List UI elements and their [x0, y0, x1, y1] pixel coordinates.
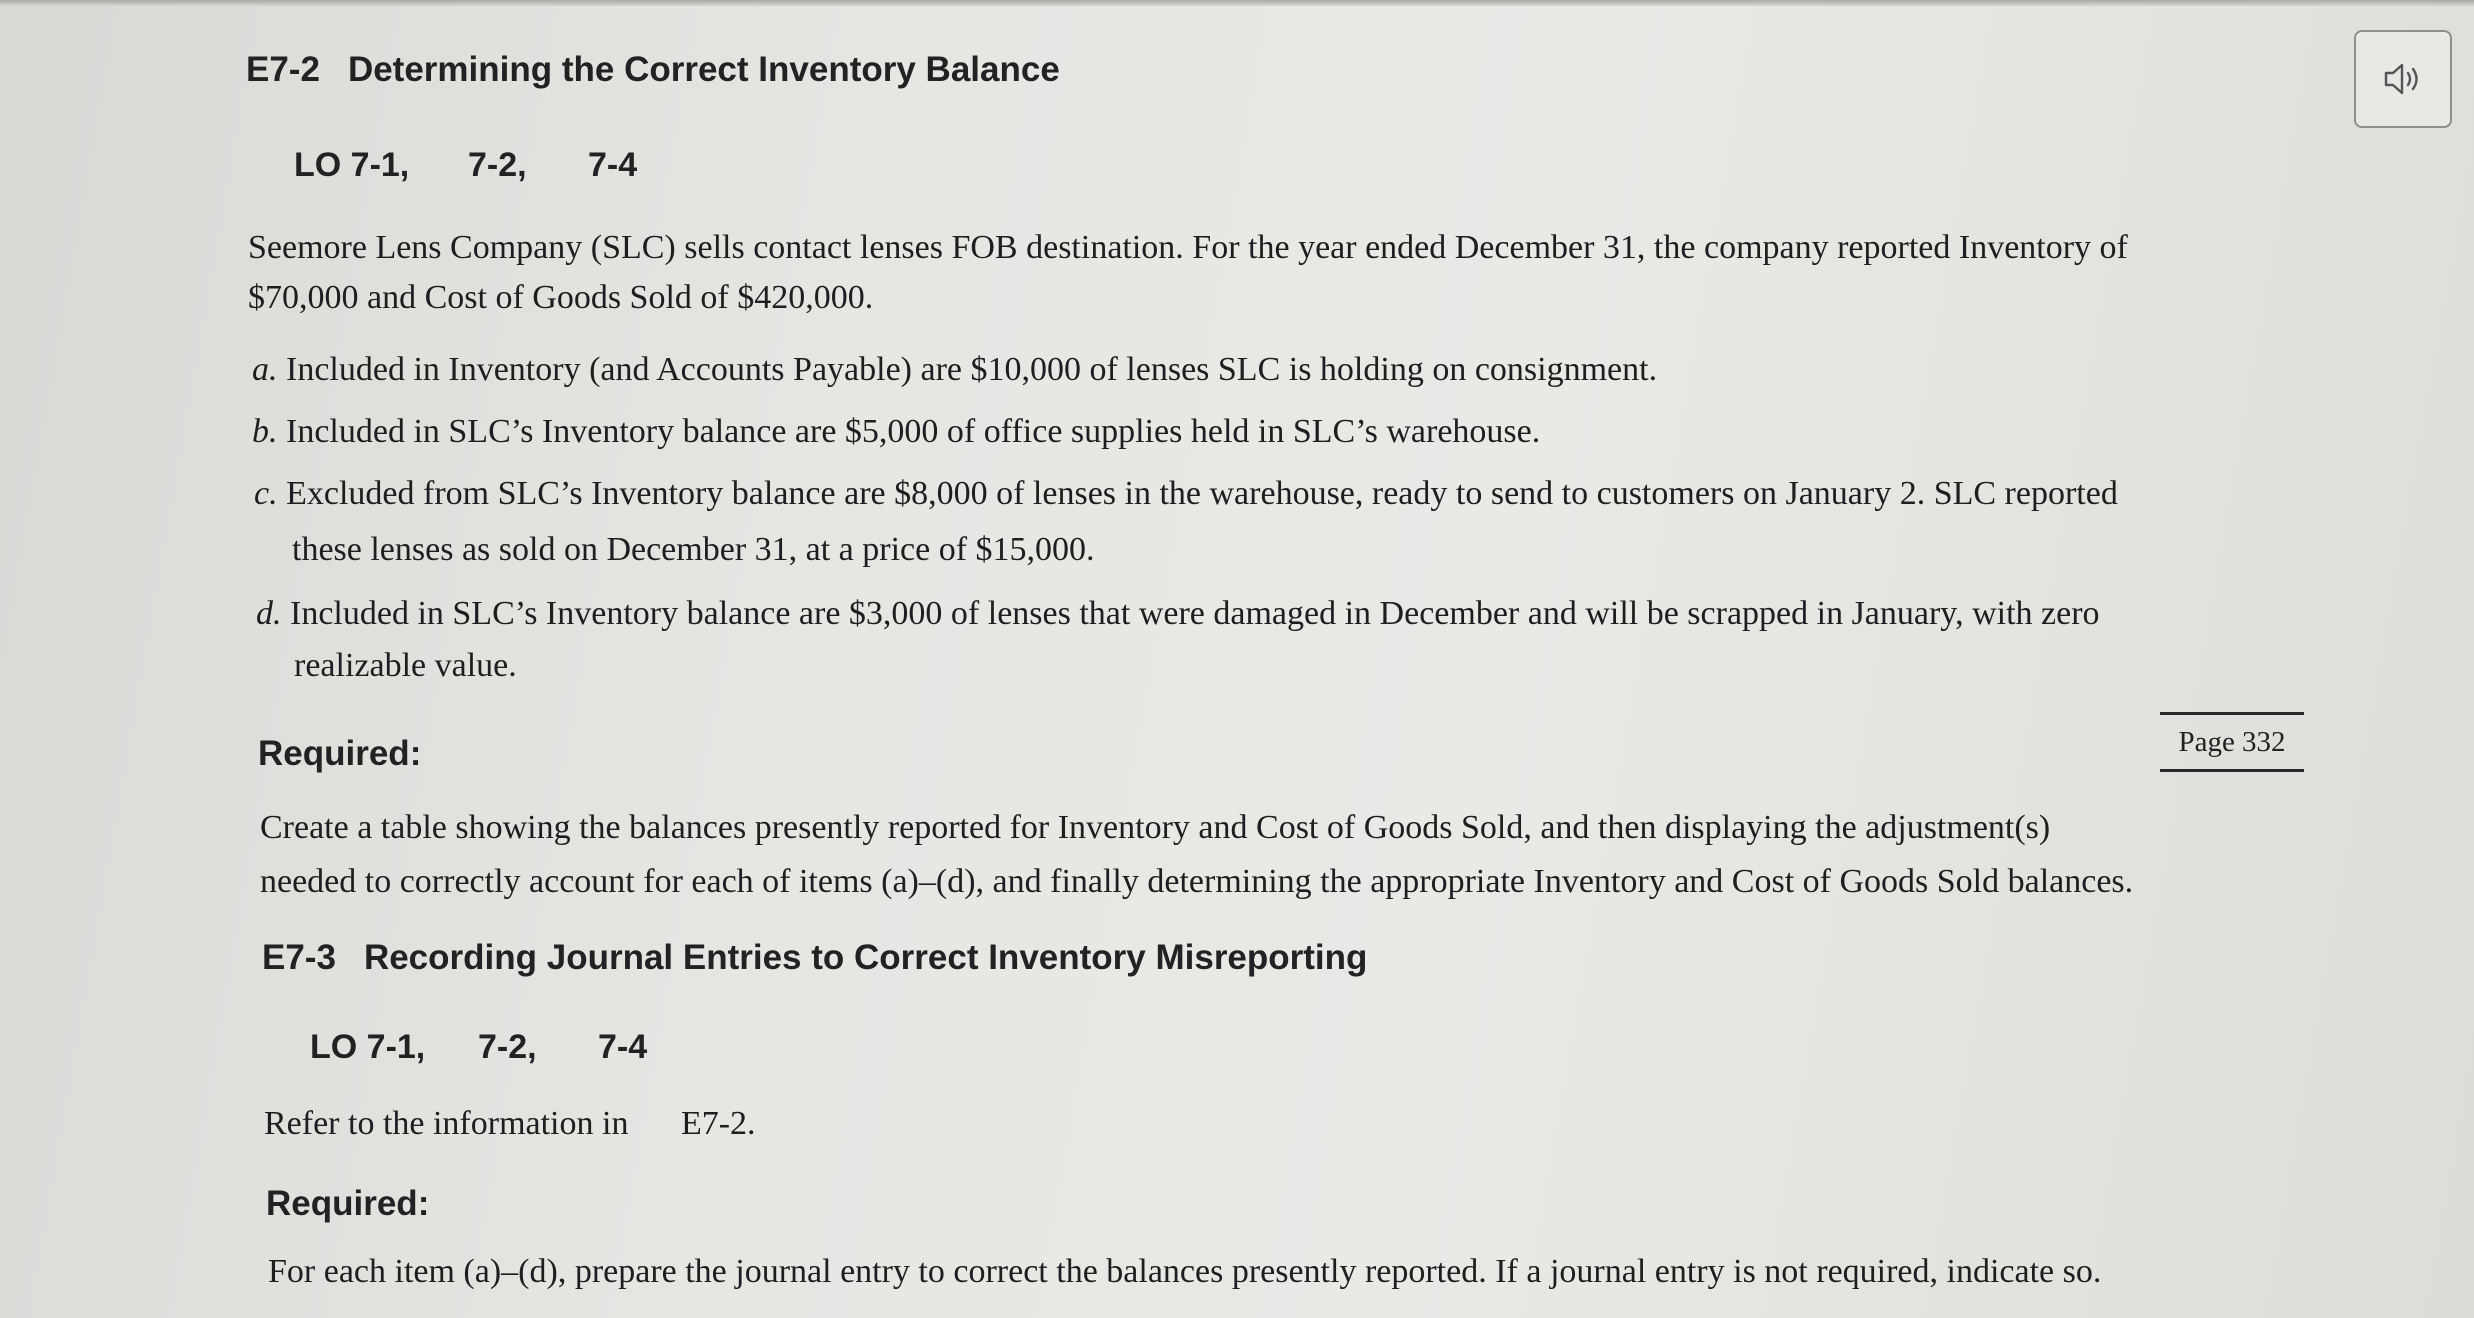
list-item-b [252, 406, 1540, 458]
lo-item: 7-2, [478, 1028, 537, 1066]
item-text-continued: these lenses as sold on December 31, at a price of $15,000. [292, 531, 1095, 568]
intro-line: $70,000 and Cost of Goods Sold of $420,000. [248, 279, 874, 316]
list-item-c [254, 468, 2118, 520]
learning-objectives [310, 1028, 647, 1067]
refer-text: Refer to the information in [264, 1105, 629, 1142]
item-text: Included in Inventory (and Accounts Payable) are $10,000 of lenses SLC is holding on consignment. [286, 351, 1658, 388]
required-heading: Required: [266, 1184, 430, 1223]
lo-item: LO 7-1, [294, 146, 410, 184]
exercise-title: Recording Journal Entries to Correct Inventory Misreporting [363, 938, 1368, 977]
learning-objectives [294, 146, 637, 185]
required-line: needed to correctly account for each of items (a)–(d), and finally determining the appropriate Inventory and Cost of Goods Sold balances. [260, 863, 2134, 900]
required-line: Create a table showing the balances presently reported for Inventory and Cost of Goods Sold, and then displaying the adjustment(s) [260, 809, 2051, 846]
lo-item: LO 7-1, [310, 1028, 426, 1066]
exercise-e7-3-heading [262, 938, 1367, 978]
page-marker: Page 332 [2160, 712, 2304, 772]
list-item-d [256, 588, 2100, 640]
lo-item: 7-4 [588, 146, 638, 184]
item-letter: c. [254, 475, 278, 512]
exercise-e7-2-heading [246, 50, 1060, 90]
required-heading: Required: [258, 734, 422, 773]
exercise-number: E7-2 [246, 50, 320, 89]
page-top-edge [0, 0, 2474, 6]
lo-item: 7-4 [598, 1028, 648, 1066]
item-letter: b. [252, 413, 278, 450]
item-letter: d. [256, 595, 282, 632]
item-text: Included in SLC’s Inventory balance are $5,000 of office supplies held in SLC’s warehouse. [286, 413, 1541, 450]
exercise-number: E7-3 [262, 938, 336, 977]
e7-2-reference-link[interactable]: E7-2. [680, 1105, 756, 1142]
item-text: Excluded from SLC’s Inventory balance are $8,000 of lenses in the warehouse, ready to send to customers on January 2. SLC reported [286, 475, 2118, 512]
lo-item: 7-2, [468, 146, 527, 184]
required-line: For each item (a)–(d), prepare the journal entry to correct the balances presently reported. If a journal entry is not required, indicate so. [268, 1253, 2102, 1290]
item-text: Included in SLC’s Inventory balance are $3,000 of lenses that were damaged in December and will be scrapped in January, with zero [290, 595, 2100, 632]
exercise-title: Determining the Correct Inventory Balance [347, 50, 1060, 89]
list-item-a [252, 344, 1657, 396]
speaker-icon [2382, 61, 2424, 97]
audio-button[interactable] [2354, 30, 2452, 128]
item-letter: a. [252, 351, 278, 388]
item-text-continued: realizable value. [294, 647, 517, 684]
intro-line: Seemore Lens Company (SLC) sells contact lenses FOB destination. For the year ended December 31, the company reported Inventory of [248, 229, 2128, 266]
refer-line [264, 1098, 756, 1150]
